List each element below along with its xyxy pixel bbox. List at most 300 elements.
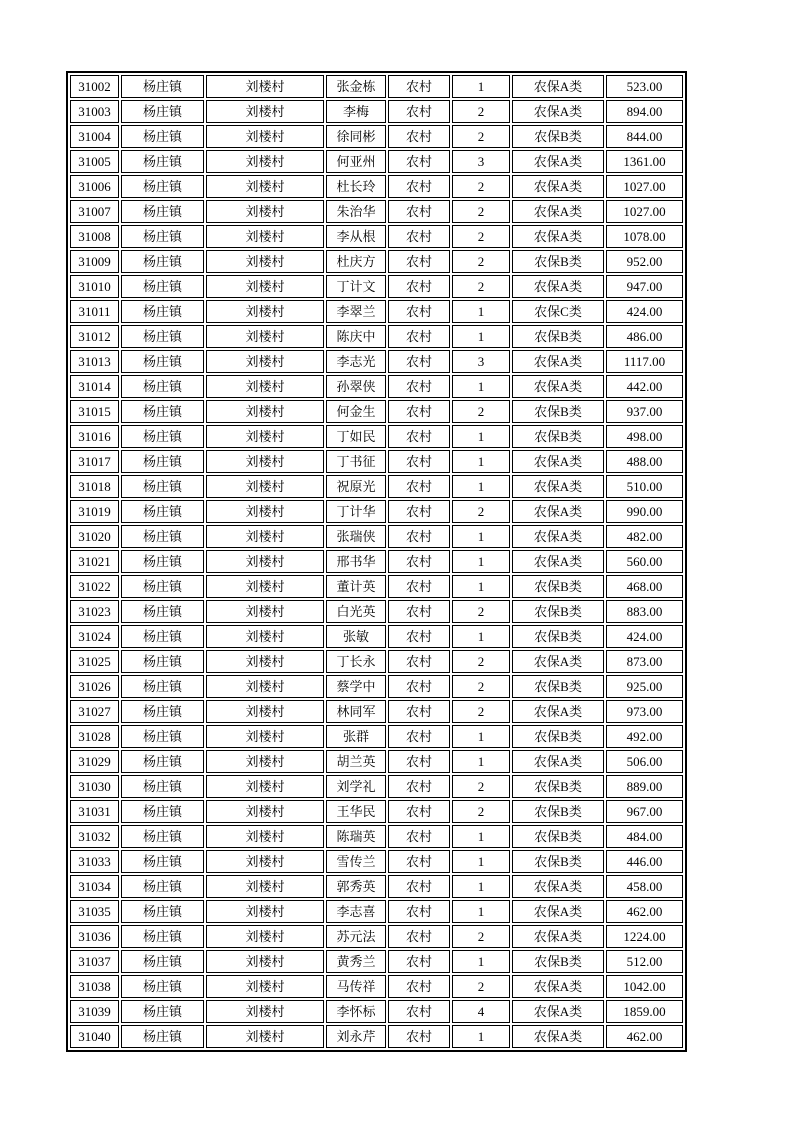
table-row — [70, 675, 683, 698]
cell-town: 杨庄镇 — [121, 525, 204, 548]
cell-category: 农村 — [388, 1000, 450, 1023]
cell-insurance_type: 农保B类 — [512, 775, 604, 798]
cell-name: 胡兰英 — [326, 750, 386, 773]
cell-name: 刘学礼 — [326, 775, 386, 798]
table-row — [70, 800, 683, 823]
cell-insurance_type: 农保A类 — [512, 900, 604, 923]
cell-persons: 1 — [452, 325, 510, 348]
cell-village: 刘楼村 — [206, 800, 324, 823]
cell-id: 31019 — [70, 500, 119, 523]
cell-id: 31038 — [70, 975, 119, 998]
cell-category: 农村 — [388, 150, 450, 173]
cell-persons: 2 — [452, 200, 510, 223]
cell-town: 杨庄镇 — [121, 600, 204, 623]
cell-amount: 1117.00 — [606, 350, 683, 373]
cell-insurance_type: 农保B类 — [512, 800, 604, 823]
cell-name: 李翠兰 — [326, 300, 386, 323]
cell-category: 农村 — [388, 400, 450, 423]
cell-amount: 844.00 — [606, 125, 683, 148]
cell-amount: 894.00 — [606, 100, 683, 123]
table-row — [70, 725, 683, 748]
cell-town: 杨庄镇 — [121, 225, 204, 248]
cell-insurance_type: 农保A类 — [512, 700, 604, 723]
cell-village: 刘楼村 — [206, 75, 324, 98]
cell-category: 农村 — [388, 350, 450, 373]
cell-category: 农村 — [388, 600, 450, 623]
cell-persons: 1 — [452, 1025, 510, 1048]
cell-insurance_type: 农保A类 — [512, 200, 604, 223]
cell-persons: 2 — [452, 500, 510, 523]
cell-id: 31037 — [70, 950, 119, 973]
cell-town: 杨庄镇 — [121, 975, 204, 998]
cell-insurance_type: 农保A类 — [512, 875, 604, 898]
cell-amount: 947.00 — [606, 275, 683, 298]
cell-village: 刘楼村 — [206, 475, 324, 498]
cell-village: 刘楼村 — [206, 325, 324, 348]
cell-village: 刘楼村 — [206, 775, 324, 798]
cell-town: 杨庄镇 — [121, 700, 204, 723]
table-row — [70, 625, 683, 648]
cell-persons: 1 — [452, 750, 510, 773]
cell-id: 31003 — [70, 100, 119, 123]
cell-village: 刘楼村 — [206, 925, 324, 948]
cell-insurance_type: 农保A类 — [512, 925, 604, 948]
cell-insurance_type: 农保A类 — [512, 350, 604, 373]
cell-name: 董计英 — [326, 575, 386, 598]
cell-town: 杨庄镇 — [121, 900, 204, 923]
cell-id: 31022 — [70, 575, 119, 598]
cell-town: 杨庄镇 — [121, 850, 204, 873]
cell-insurance_type: 农保A类 — [512, 150, 604, 173]
cell-category: 农村 — [388, 1025, 450, 1048]
table-row — [70, 575, 683, 598]
cell-town: 杨庄镇 — [121, 75, 204, 98]
cell-town: 杨庄镇 — [121, 775, 204, 798]
table-row — [70, 825, 683, 848]
cell-village: 刘楼村 — [206, 150, 324, 173]
cell-village: 刘楼村 — [206, 225, 324, 248]
table-row — [70, 200, 683, 223]
cell-name: 刘永芹 — [326, 1025, 386, 1048]
cell-name: 孙翠侠 — [326, 375, 386, 398]
cell-amount: 442.00 — [606, 375, 683, 398]
cell-insurance_type: 农保B类 — [512, 625, 604, 648]
cell-village: 刘楼村 — [206, 600, 324, 623]
table-row — [70, 225, 683, 248]
cell-category: 农村 — [388, 475, 450, 498]
cell-village: 刘楼村 — [206, 625, 324, 648]
table-row — [70, 850, 683, 873]
cell-amount: 952.00 — [606, 250, 683, 273]
cell-id: 31018 — [70, 475, 119, 498]
cell-amount: 462.00 — [606, 1025, 683, 1048]
cell-amount: 488.00 — [606, 450, 683, 473]
cell-name: 邢书华 — [326, 550, 386, 573]
cell-category: 农村 — [388, 700, 450, 723]
cell-amount: 510.00 — [606, 475, 683, 498]
cell-persons: 1 — [452, 550, 510, 573]
cell-id: 31031 — [70, 800, 119, 823]
cell-insurance_type: 农保B类 — [512, 125, 604, 148]
cell-insurance_type: 农保B类 — [512, 250, 604, 273]
cell-persons: 1 — [452, 475, 510, 498]
table-row — [70, 700, 683, 723]
cell-name: 丁长永 — [326, 650, 386, 673]
cell-insurance_type: 农保B类 — [512, 575, 604, 598]
cell-village: 刘楼村 — [206, 250, 324, 273]
cell-name: 朱治华 — [326, 200, 386, 223]
cell-amount: 446.00 — [606, 850, 683, 873]
cell-id: 31015 — [70, 400, 119, 423]
cell-id: 31002 — [70, 75, 119, 98]
cell-category: 农村 — [388, 775, 450, 798]
cell-persons: 1 — [452, 850, 510, 873]
cell-insurance_type: 农保A类 — [512, 1025, 604, 1048]
cell-name: 苏元法 — [326, 925, 386, 948]
table-row — [70, 325, 683, 348]
cell-category: 农村 — [388, 225, 450, 248]
cell-town: 杨庄镇 — [121, 200, 204, 223]
cell-village: 刘楼村 — [206, 450, 324, 473]
cell-amount: 873.00 — [606, 650, 683, 673]
cell-category: 农村 — [388, 125, 450, 148]
cell-name: 雪传兰 — [326, 850, 386, 873]
cell-town: 杨庄镇 — [121, 875, 204, 898]
cell-insurance_type: 农保B类 — [512, 950, 604, 973]
cell-town: 杨庄镇 — [121, 650, 204, 673]
cell-village: 刘楼村 — [206, 900, 324, 923]
cell-persons: 2 — [452, 400, 510, 423]
cell-amount: 492.00 — [606, 725, 683, 748]
cell-amount: 967.00 — [606, 800, 683, 823]
cell-town: 杨庄镇 — [121, 925, 204, 948]
cell-amount: 458.00 — [606, 875, 683, 898]
cell-name: 何金生 — [326, 400, 386, 423]
cell-persons: 1 — [452, 300, 510, 323]
cell-village: 刘楼村 — [206, 750, 324, 773]
cell-persons: 1 — [452, 75, 510, 98]
cell-category: 农村 — [388, 925, 450, 948]
cell-id: 31021 — [70, 550, 119, 573]
rural-insurance-table — [66, 71, 687, 1052]
cell-persons: 2 — [452, 800, 510, 823]
cell-id: 31013 — [70, 350, 119, 373]
cell-category: 农村 — [388, 75, 450, 98]
cell-amount: 925.00 — [606, 675, 683, 698]
cell-town: 杨庄镇 — [121, 550, 204, 573]
table-row — [70, 975, 683, 998]
cell-village: 刘楼村 — [206, 575, 324, 598]
cell-category: 农村 — [388, 450, 450, 473]
cell-town: 杨庄镇 — [121, 125, 204, 148]
cell-amount: 468.00 — [606, 575, 683, 598]
cell-persons: 1 — [452, 825, 510, 848]
cell-category: 农村 — [388, 625, 450, 648]
cell-insurance_type: 农保B类 — [512, 425, 604, 448]
cell-village: 刘楼村 — [206, 350, 324, 373]
cell-category: 农村 — [388, 325, 450, 348]
cell-village: 刘楼村 — [206, 175, 324, 198]
cell-insurance_type: 农保A类 — [512, 100, 604, 123]
table-row — [70, 525, 683, 548]
cell-id: 31005 — [70, 150, 119, 173]
cell-town: 杨庄镇 — [121, 375, 204, 398]
cell-amount: 973.00 — [606, 700, 683, 723]
cell-village: 刘楼村 — [206, 500, 324, 523]
cell-id: 31024 — [70, 625, 119, 648]
cell-name: 何亚州 — [326, 150, 386, 173]
table-row — [70, 475, 683, 498]
cell-category: 农村 — [388, 575, 450, 598]
table-row — [70, 250, 683, 273]
cell-category: 农村 — [388, 975, 450, 998]
cell-persons: 1 — [452, 525, 510, 548]
cell-category: 农村 — [388, 950, 450, 973]
cell-persons: 2 — [452, 125, 510, 148]
cell-id: 31012 — [70, 325, 119, 348]
cell-category: 农村 — [388, 875, 450, 898]
cell-category: 农村 — [388, 725, 450, 748]
cell-id: 31008 — [70, 225, 119, 248]
cell-persons: 2 — [452, 100, 510, 123]
cell-insurance_type: 农保B类 — [512, 850, 604, 873]
cell-persons: 2 — [452, 700, 510, 723]
cell-name: 张敏 — [326, 625, 386, 648]
table-row — [70, 100, 683, 123]
cell-name: 丁计文 — [326, 275, 386, 298]
cell-category: 农村 — [388, 900, 450, 923]
cell-insurance_type: 农保A类 — [512, 500, 604, 523]
cell-town: 杨庄镇 — [121, 625, 204, 648]
cell-village: 刘楼村 — [206, 100, 324, 123]
cell-town: 杨庄镇 — [121, 800, 204, 823]
cell-persons: 2 — [452, 250, 510, 273]
cell-name: 张金栋 — [326, 75, 386, 98]
cell-id: 31028 — [70, 725, 119, 748]
cell-category: 农村 — [388, 200, 450, 223]
cell-persons: 2 — [452, 925, 510, 948]
table-row — [70, 875, 683, 898]
cell-category: 农村 — [388, 650, 450, 673]
cell-village: 刘楼村 — [206, 950, 324, 973]
cell-name: 丁书征 — [326, 450, 386, 473]
table-row — [70, 450, 683, 473]
cell-persons: 4 — [452, 1000, 510, 1023]
cell-name: 李从根 — [326, 225, 386, 248]
cell-amount: 484.00 — [606, 825, 683, 848]
cell-name: 李梅 — [326, 100, 386, 123]
cell-name: 郭秀英 — [326, 875, 386, 898]
cell-persons: 1 — [452, 625, 510, 648]
cell-village: 刘楼村 — [206, 525, 324, 548]
cell-village: 刘楼村 — [206, 375, 324, 398]
cell-category: 农村 — [388, 175, 450, 198]
cell-id: 31016 — [70, 425, 119, 448]
cell-persons: 2 — [452, 225, 510, 248]
table-row — [70, 375, 683, 398]
cell-name: 杜长玲 — [326, 175, 386, 198]
cell-id: 31020 — [70, 525, 119, 548]
cell-id: 31023 — [70, 600, 119, 623]
cell-category: 农村 — [388, 425, 450, 448]
cell-id: 31034 — [70, 875, 119, 898]
cell-village: 刘楼村 — [206, 700, 324, 723]
table-row — [70, 900, 683, 923]
cell-persons: 1 — [452, 725, 510, 748]
cell-insurance_type: 农保B类 — [512, 400, 604, 423]
cell-town: 杨庄镇 — [121, 350, 204, 373]
cell-insurance_type: 农保A类 — [512, 75, 604, 98]
cell-amount: 1027.00 — [606, 200, 683, 223]
cell-insurance_type: 农保B类 — [512, 725, 604, 748]
cell-name: 马传祥 — [326, 975, 386, 998]
cell-name: 张瑞侠 — [326, 525, 386, 548]
table-row — [70, 400, 683, 423]
cell-town: 杨庄镇 — [121, 500, 204, 523]
cell-village: 刘楼村 — [206, 850, 324, 873]
cell-category: 农村 — [388, 800, 450, 823]
table-row — [70, 1025, 683, 1048]
cell-insurance_type: 农保A类 — [512, 375, 604, 398]
cell-town: 杨庄镇 — [121, 725, 204, 748]
cell-name: 祝原光 — [326, 475, 386, 498]
cell-amount: 424.00 — [606, 625, 683, 648]
cell-persons: 1 — [452, 450, 510, 473]
cell-persons: 3 — [452, 150, 510, 173]
cell-insurance_type: 农保A类 — [512, 475, 604, 498]
cell-persons: 1 — [452, 900, 510, 923]
cell-name: 黄秀兰 — [326, 950, 386, 973]
cell-id: 31026 — [70, 675, 119, 698]
cell-id: 31040 — [70, 1025, 119, 1048]
cell-amount: 560.00 — [606, 550, 683, 573]
cell-name: 徐同彬 — [326, 125, 386, 148]
cell-amount: 482.00 — [606, 525, 683, 548]
cell-id: 31030 — [70, 775, 119, 798]
cell-village: 刘楼村 — [206, 425, 324, 448]
table-row — [70, 125, 683, 148]
cell-id: 31032 — [70, 825, 119, 848]
cell-town: 杨庄镇 — [121, 675, 204, 698]
cell-insurance_type: 农保A类 — [512, 525, 604, 548]
cell-name: 李志光 — [326, 350, 386, 373]
cell-amount: 1361.00 — [606, 150, 683, 173]
cell-id: 31029 — [70, 750, 119, 773]
cell-id: 31035 — [70, 900, 119, 923]
cell-insurance_type: 农保A类 — [512, 175, 604, 198]
cell-id: 31009 — [70, 250, 119, 273]
cell-id: 31033 — [70, 850, 119, 873]
cell-insurance_type: 农保A类 — [512, 275, 604, 298]
cell-amount: 1078.00 — [606, 225, 683, 248]
cell-insurance_type: 农保A类 — [512, 450, 604, 473]
table-row — [70, 175, 683, 198]
cell-amount: 1859.00 — [606, 1000, 683, 1023]
table-row — [70, 600, 683, 623]
cell-name: 丁计华 — [326, 500, 386, 523]
cell-category: 农村 — [388, 250, 450, 273]
cell-id: 31036 — [70, 925, 119, 948]
cell-town: 杨庄镇 — [121, 175, 204, 198]
cell-name: 陈庆中 — [326, 325, 386, 348]
cell-insurance_type: 农保A类 — [512, 225, 604, 248]
table-row — [70, 425, 683, 448]
cell-persons: 3 — [452, 350, 510, 373]
cell-amount: 486.00 — [606, 325, 683, 348]
cell-category: 农村 — [388, 375, 450, 398]
cell-id: 31004 — [70, 125, 119, 148]
table-body — [70, 75, 683, 1048]
cell-insurance_type: 农保B类 — [512, 825, 604, 848]
cell-amount: 498.00 — [606, 425, 683, 448]
cell-village: 刘楼村 — [206, 200, 324, 223]
cell-insurance_type: 农保B类 — [512, 600, 604, 623]
cell-village: 刘楼村 — [206, 725, 324, 748]
table-row — [70, 300, 683, 323]
cell-amount: 523.00 — [606, 75, 683, 98]
cell-town: 杨庄镇 — [121, 275, 204, 298]
table-row — [70, 750, 683, 773]
cell-name: 张群 — [326, 725, 386, 748]
table-row — [70, 1000, 683, 1023]
cell-town: 杨庄镇 — [121, 750, 204, 773]
cell-name: 杜庆方 — [326, 250, 386, 273]
table-row — [70, 150, 683, 173]
cell-town: 杨庄镇 — [121, 250, 204, 273]
cell-id: 31039 — [70, 1000, 119, 1023]
cell-amount: 889.00 — [606, 775, 683, 798]
cell-id: 31027 — [70, 700, 119, 723]
table-row — [70, 550, 683, 573]
cell-insurance_type: 农保B类 — [512, 675, 604, 698]
cell-name: 白光英 — [326, 600, 386, 623]
cell-persons: 1 — [452, 425, 510, 448]
table-row — [70, 650, 683, 673]
cell-amount: 883.00 — [606, 600, 683, 623]
cell-category: 农村 — [388, 300, 450, 323]
cell-amount: 1042.00 — [606, 975, 683, 998]
cell-name: 李怀标 — [326, 1000, 386, 1023]
cell-persons: 2 — [452, 775, 510, 798]
cell-village: 刘楼村 — [206, 650, 324, 673]
cell-town: 杨庄镇 — [121, 425, 204, 448]
cell-town: 杨庄镇 — [121, 950, 204, 973]
cell-town: 杨庄镇 — [121, 325, 204, 348]
cell-amount: 937.00 — [606, 400, 683, 423]
cell-village: 刘楼村 — [206, 1025, 324, 1048]
cell-category: 农村 — [388, 550, 450, 573]
cell-insurance_type: 农保A类 — [512, 1000, 604, 1023]
table-row — [70, 950, 683, 973]
table-row — [70, 775, 683, 798]
cell-name: 王华民 — [326, 800, 386, 823]
cell-amount: 990.00 — [606, 500, 683, 523]
cell-id: 31011 — [70, 300, 119, 323]
cell-town: 杨庄镇 — [121, 475, 204, 498]
cell-amount: 1224.00 — [606, 925, 683, 948]
cell-insurance_type: 农保B类 — [512, 325, 604, 348]
cell-category: 农村 — [388, 675, 450, 698]
cell-town: 杨庄镇 — [121, 450, 204, 473]
cell-town: 杨庄镇 — [121, 400, 204, 423]
table-row — [70, 75, 683, 98]
cell-town: 杨庄镇 — [121, 825, 204, 848]
cell-persons: 1 — [452, 375, 510, 398]
cell-id: 31025 — [70, 650, 119, 673]
cell-persons: 2 — [452, 175, 510, 198]
cell-insurance_type: 农保C类 — [512, 300, 604, 323]
cell-village: 刘楼村 — [206, 875, 324, 898]
